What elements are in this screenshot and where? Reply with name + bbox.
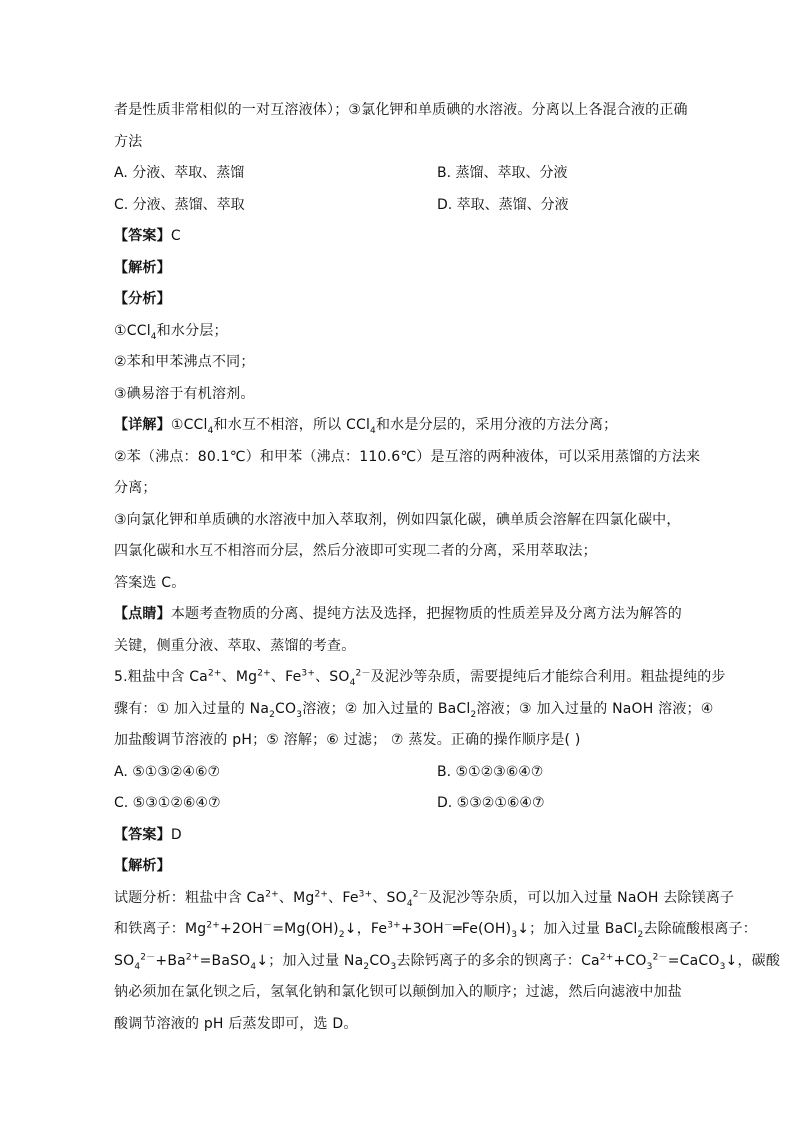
text-line [114, 95, 686, 127]
text: 及泥沙等杂质，可以加入过量 NaOH 去除镁离子 [427, 889, 735, 906]
text: ↓；加入过量 BaCl [517, 921, 638, 937]
text: ↓，碳酸 [725, 952, 781, 969]
detail-line [114, 410, 686, 442]
text: +2OH [220, 921, 264, 937]
superscript: 2－ [140, 951, 156, 962]
text: 去除钙离子的多余的钡离子：Ca [396, 952, 600, 969]
subscript: 4 [150, 331, 157, 342]
option-a: A. ⑤①③②④⑥⑦ [114, 763, 221, 780]
subscript: 4 [370, 425, 376, 436]
q4-options-row-2 [114, 190, 686, 222]
text-line [114, 473, 686, 505]
text: 骤有：① 加入过量的 Na [114, 700, 270, 717]
q4-options-row-1 [114, 158, 686, 190]
text: 本题考查物质的分离、提纯方法及选择，把握物质的性质差异及分离方法为解答的 [170, 606, 683, 622]
text: 、SO [372, 889, 407, 906]
text-line [114, 631, 686, 663]
text: ③向氯化钾和单质碘的水溶液中加入萃取剂，例如四氯化碳，碘单质会溶解在四氯化碳中， [114, 511, 681, 528]
text: 、Fe [328, 889, 359, 906]
text: 四氯化碳和水互不相溶而分层，然后分液即可实现二者的分离，采用萃取法； [114, 543, 597, 559]
subscript: 2 [470, 709, 477, 720]
text: SO [114, 952, 135, 969]
text: 、Mg [278, 889, 315, 906]
subscript: 3 [646, 961, 653, 972]
text: 关键，侧重分液、萃取、蒸馏的考查。 [114, 637, 356, 654]
superscript: 3+ [358, 888, 373, 899]
text: ↓，Fe [344, 921, 388, 937]
text: 及泥沙等杂质，需要提纯后才能综合利用。粗盐提纯的步 [370, 669, 726, 685]
explanation-line [114, 946, 781, 978]
option-b: B. 蒸馏、萃取、分液 [437, 165, 568, 181]
subscript: 4 [250, 961, 257, 972]
explanation-line [114, 914, 757, 946]
text: +CO [613, 952, 647, 969]
text: 和铁离子：Mg [114, 921, 207, 937]
subscript: 3 [390, 961, 397, 972]
subscript: 4 [406, 898, 413, 909]
text-line [114, 347, 686, 379]
text: 【解析】 [114, 858, 171, 874]
text: 分离； [114, 480, 157, 496]
text: 加盐酸调节溶液的 pH；⑤ 溶解；⑥ 过滤； ⑦ 蒸发。正确的操作顺序是( ) [114, 732, 581, 748]
superscript: 3+ [301, 668, 316, 679]
answer-line [114, 221, 686, 253]
text: 溶液；② 加入过量的 BaCl [302, 700, 471, 717]
superscript: 2+ [206, 920, 221, 931]
option-d: D. 萃取、蒸馏、分液 [437, 196, 569, 213]
dianjing-label: 【点睛】 [114, 606, 171, 622]
subscript: 2 [637, 929, 644, 940]
text-line [114, 568, 686, 600]
text: CO [275, 700, 297, 717]
text: =CaCO [667, 952, 720, 969]
subscript: 2 [269, 709, 276, 720]
text: 方法 [114, 133, 143, 150]
option-c: C. ⑤③①②⑥④⑦ [114, 795, 221, 811]
answer-value: D [170, 826, 182, 843]
text-line [114, 127, 686, 159]
option-d: D. ⑤③②①⑥④⑦ [437, 795, 545, 811]
q5-options-row-2 [114, 788, 686, 820]
text: =BaSO [199, 952, 251, 969]
subscript: 3 [511, 929, 518, 940]
text: +3OH [400, 921, 444, 937]
text-line [114, 379, 686, 411]
answer-line [114, 820, 686, 852]
superscript: 2+ [314, 888, 329, 899]
text-line [114, 442, 701, 474]
superscript: 2－ [412, 888, 428, 899]
superscript: 2－ [355, 668, 371, 679]
text: =Mg(OH) [272, 921, 339, 937]
document-page [114, 95, 781, 1040]
question-5-line [114, 725, 686, 757]
subscript: 3 [719, 961, 726, 972]
dianjing-line [114, 599, 686, 631]
text: ②苯和甲苯沸点不同； [114, 354, 255, 370]
explanation-line [114, 883, 735, 915]
superscript: 3+ [387, 920, 401, 931]
answer-label: 【答案】 [114, 826, 171, 843]
question-5-line [114, 694, 714, 726]
text: 【分析】 [114, 291, 171, 307]
text: 【解析】 [114, 259, 171, 276]
text: 和水互不相溶，所以 CCl [213, 417, 371, 433]
text: ①CCl [114, 322, 151, 339]
subscript: 4 [134, 961, 141, 972]
text: 和水是分层的，采用分液的方法分离； [375, 417, 618, 433]
text: 试题分析：粗盐中含 Ca [114, 889, 266, 906]
q5-options-row-1 [114, 757, 686, 789]
explanation-line [114, 977, 686, 1009]
superscript: 2+ [185, 951, 200, 962]
text: 5.粗盐中含 Ca [114, 669, 208, 685]
subscript: 2 [338, 929, 345, 940]
subscript: 4 [207, 425, 214, 436]
text: 、SO [315, 669, 350, 685]
superscript: 2+ [599, 951, 614, 962]
fenxi-heading [114, 284, 686, 316]
text: +Ba [155, 952, 186, 969]
option-a: A. 分液、萃取、蒸馏 [114, 165, 245, 181]
superscript: － [263, 920, 273, 931]
text: ②苯（沸点：80.1℃）和甲苯（沸点：110.6℃）是互溶的两种液体，可以采用蒸馏的方法来 [114, 448, 701, 465]
subscript: 2 [363, 961, 370, 972]
text: 酸调节溶液的 pH 后蒸发即可，选 D。 [114, 1015, 358, 1032]
option-b: B. ⑤①②③⑥④⑦ [437, 763, 544, 780]
option-c: C. 分液、蒸馏、萃取 [114, 196, 245, 213]
superscript: 2－ [652, 951, 668, 962]
analysis-heading [114, 253, 686, 285]
text: ═Fe(OH) [453, 921, 512, 937]
text-line [114, 536, 686, 568]
text: 答案选 C。 [114, 574, 186, 591]
text: 、Mg [221, 669, 258, 685]
text-line [114, 505, 686, 537]
text: ↓；加入过量 Na [256, 952, 364, 969]
text: ①CCl [170, 417, 208, 433]
subscript: 3 [296, 709, 303, 720]
superscript: － [443, 920, 454, 931]
text: 和水分层； [156, 322, 228, 339]
analysis-heading [114, 851, 686, 883]
text: ③碘易溶于有机溶剂。 [114, 385, 255, 402]
text: 钠必须加在氯化钡之后，氢氧化钠和氯化钡可以颠倒加入的顺序；过滤，然后向滤液中加盐 [114, 984, 682, 1000]
detail-label: 【详解】 [114, 417, 171, 433]
superscript: 2+ [207, 668, 222, 679]
answer-value: C [170, 228, 181, 244]
text: 、Fe [270, 669, 302, 685]
answer-label: 【答案】 [114, 228, 171, 244]
text: 去除硫酸根离子： [643, 921, 757, 937]
text: CO [369, 952, 391, 969]
text-line [114, 316, 686, 348]
text: 溶液；③ 加入过量的 NaOH 溶液；④ [476, 700, 714, 717]
text: 者是性质非常相似的一对互溶液体）；③氯化钾和单质碘的水溶液。分离以上各混合液的正确 [114, 102, 688, 118]
superscript: 2+ [265, 888, 279, 899]
subscript: 4 [349, 677, 356, 688]
explanation-line [114, 1009, 686, 1041]
question-5-line [114, 662, 726, 694]
superscript: 2+ [257, 668, 271, 679]
